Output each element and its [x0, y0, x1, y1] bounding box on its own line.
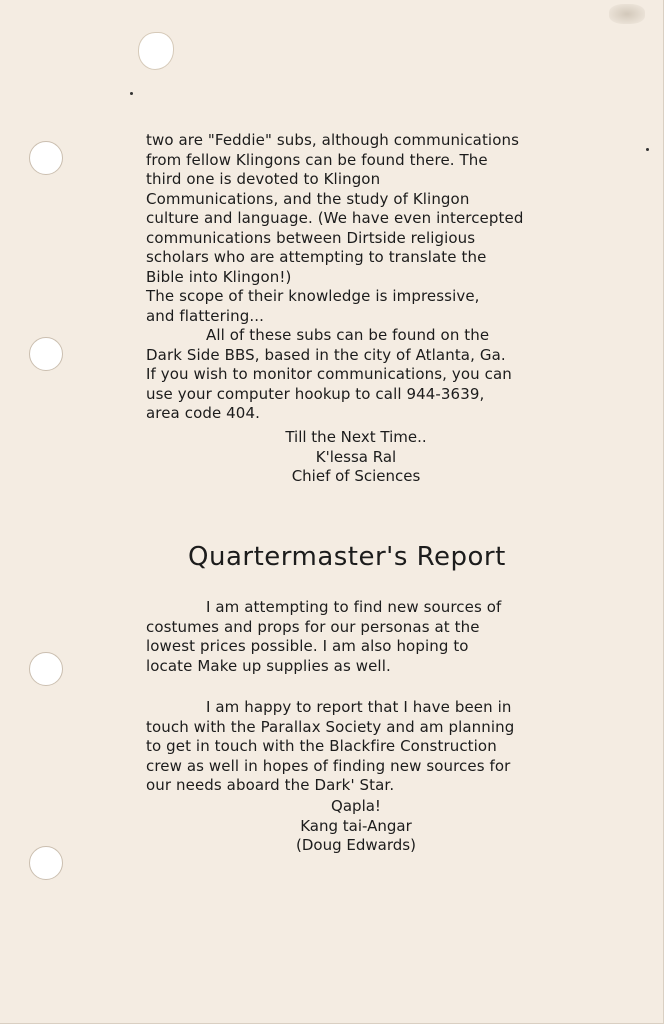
signer-name: Kang tai-Angar — [300, 816, 412, 835]
text-line: use your computer hookup to call 944-3639, — [146, 384, 485, 403]
text-line: area code 404. — [146, 404, 260, 422]
text-line: communications between Dirtside religious — [146, 228, 476, 247]
closing-line: Qapla! — [331, 797, 381, 815]
signature-block — [146, 428, 566, 487]
text-line: Dark Side BBS, based in the city of Atlanta, Ga. — [146, 345, 506, 364]
text-line: culture and language. (We have even intercepted — [146, 209, 524, 227]
binder-hole — [29, 652, 63, 686]
torn-punch-hole — [138, 32, 174, 70]
text-line: All of these subs can be found on the — [206, 326, 490, 344]
text-line: crew as well in hopes of finding new sources for — [146, 756, 511, 775]
section-heading: Quartermaster's Report — [188, 542, 506, 572]
text-line: to get in touch with the Blackfire Construction — [146, 737, 497, 755]
report-paragraph — [146, 698, 586, 796]
signer-name: K'lessa Ral — [315, 447, 397, 466]
text-line: from fellow Klingons can be found there. The — [146, 150, 488, 169]
text-line: two are "Feddie" subs, although communications — [146, 131, 520, 149]
binder-hole — [29, 337, 63, 371]
signature-block — [146, 797, 566, 856]
text-line: The scope of their knowledge is impressive, — [146, 287, 480, 305]
text-line: If you wish to monitor communications, you can — [146, 365, 512, 383]
text-line: I am attempting to find new sources of — [206, 598, 502, 616]
text-line: costumes and props for our personas at the — [146, 617, 480, 636]
binder-hole — [29, 846, 63, 880]
text-line: our needs aboard the Dark' Star. — [146, 776, 395, 794]
text-line: locate Make up supplies as well. — [146, 656, 391, 675]
text-line: and flattering... — [146, 306, 264, 325]
closing-line: Till the Next Time.. — [285, 428, 427, 446]
text-line: Communications, and the study of Klingon — [146, 189, 470, 208]
text-line: third one is devoted to Klingon — [146, 170, 381, 188]
text-line: touch with the Parallax Society and am planning — [146, 717, 515, 736]
signer-real-name: (Doug Edwards) — [296, 836, 416, 854]
paper-stain — [609, 4, 645, 24]
ink-speck — [646, 148, 649, 151]
ink-speck — [130, 92, 133, 95]
report-paragraph — [146, 598, 586, 676]
signer-title: Chief of Sciences — [291, 467, 421, 485]
text-line: I am happy to report that I have been in — [206, 698, 512, 716]
text-line: lowest prices possible. I am also hoping to — [146, 637, 469, 655]
intro-paragraph — [146, 131, 586, 424]
text-line: Bible into Klingon!) — [146, 267, 292, 286]
text-line: scholars who are attempting to translate the — [146, 248, 487, 266]
binder-hole — [29, 141, 63, 175]
